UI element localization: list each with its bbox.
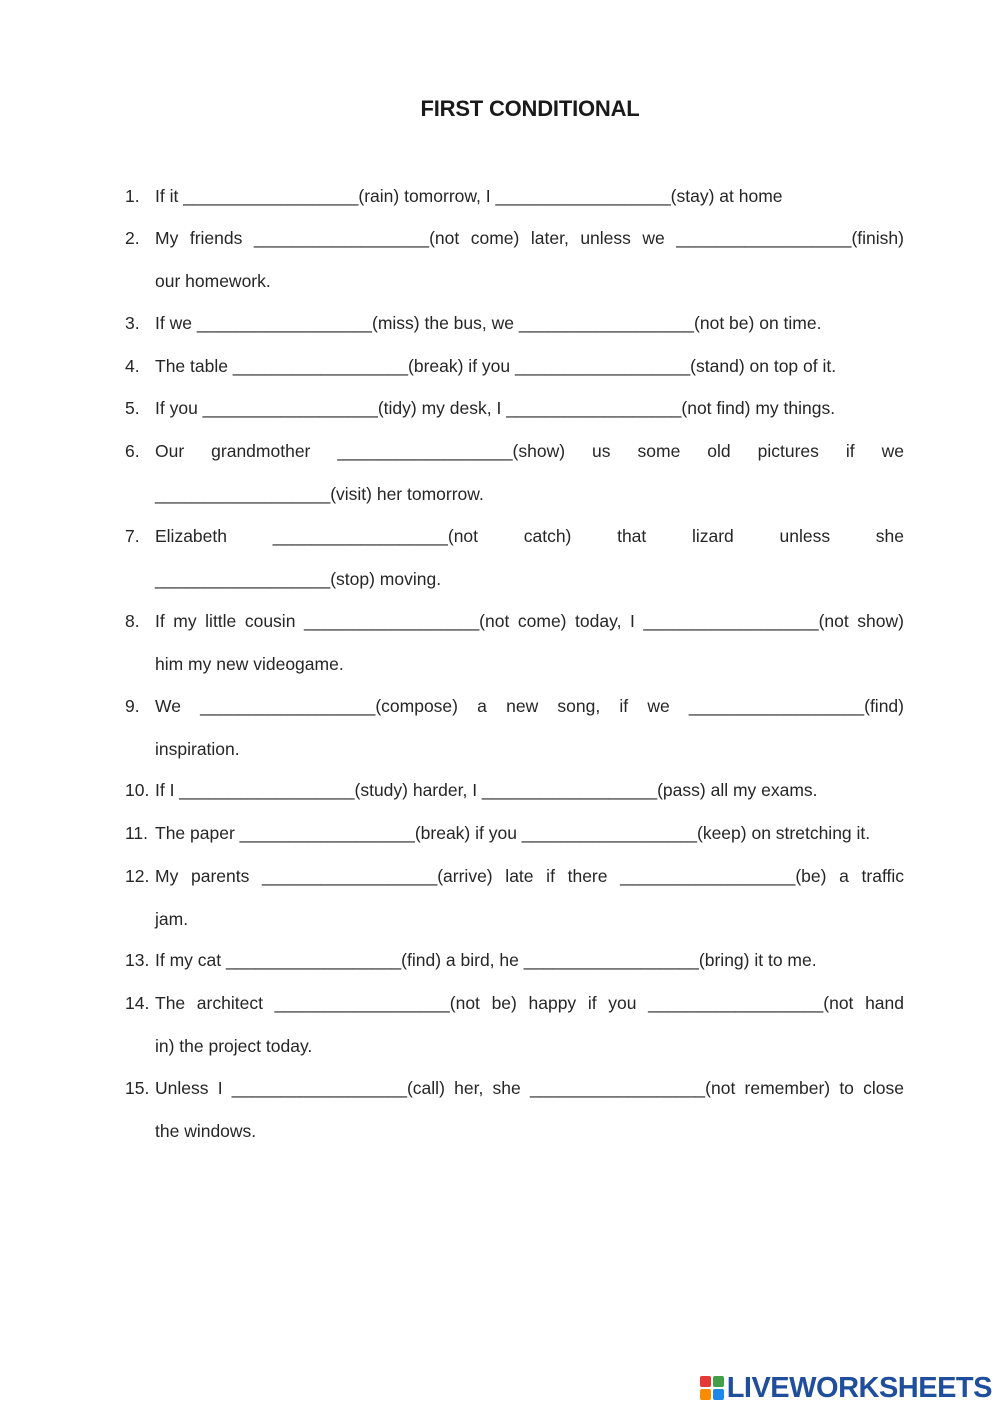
question-number: 8. (125, 611, 140, 631)
question-text-line: The architect __________________(not be) happy if you __________________(not hand (155, 993, 904, 1013)
question-text-line: My parents __________________(arrive) late if there __________________(be) a traffic (155, 866, 904, 886)
question-number: 11. (125, 823, 149, 843)
question-text-line: Unless I __________________(call) her, she __________________(not remember) to close (155, 1078, 904, 1098)
question-number: 9. (125, 696, 140, 716)
question-number: 14. (125, 993, 150, 1013)
question-number: 6. (125, 441, 140, 461)
worksheet-title: FIRST CONDITIONAL (420, 96, 640, 121)
question-text-line: We __________________(compose) a new song, if we __________________(find) (155, 696, 904, 716)
question-text-line: The paper __________________(break) if you __________________(keep) on stretching it. (155, 823, 871, 843)
question-number: 5. (125, 398, 140, 418)
question-text-line: the windows. (155, 1120, 257, 1141)
question-text-line: jam. (155, 908, 189, 929)
liveworksheets-logo (700, 1373, 992, 1403)
question-number: 13. (125, 950, 150, 970)
question-text-line: our homework. (155, 270, 271, 291)
question-text-line: If we __________________(miss) the bus, we __________________(not be) on time. (155, 313, 822, 333)
question-text-line: If it __________________(rain) tomorrow, I __________________(stay) at home (155, 186, 783, 206)
question-text-line: If my cat __________________(find) a bird, he __________________(bring) it to me. (155, 950, 817, 970)
logo-wordmark: LIVEWORKSHEETS (726, 1371, 992, 1404)
question-text-line: him my new videogame. (155, 653, 344, 674)
question-text-line: My friends __________________(not come) later, unless we __________________(finish) (155, 228, 904, 248)
question-text-line: If you __________________(tidy) my desk, I __________________(not find) my things. (155, 398, 836, 418)
question-number: 10. (125, 780, 150, 800)
question-text-line: inspiration. (155, 738, 240, 759)
question-text-line: Elizabeth __________________(not catch) that lizard unless she (155, 526, 904, 546)
question-text-line: in) the project today. (155, 1035, 313, 1056)
question-number: 7. (125, 526, 140, 546)
question-number: 15. (125, 1078, 150, 1098)
question-number: 1. (125, 186, 140, 206)
question-text-line: __________________(stop) moving. (155, 568, 442, 589)
question-text-line: Our grandmother __________________(show) us some old pictures if we (155, 441, 904, 461)
question-number: 3. (125, 313, 140, 333)
question-number: 2. (125, 228, 140, 248)
question-number: 12. (125, 866, 150, 886)
question-number: 4. (125, 356, 140, 376)
question-text-line: __________________(visit) her tomorrow. (155, 483, 484, 504)
question-text-line: If I __________________(study) harder, I __________________(pass) all my exams. (155, 780, 818, 800)
question-text-line: The table __________________(break) if you __________________(stand) on top of it. (155, 356, 837, 376)
logo-blocks-icon (700, 1376, 724, 1400)
question-text-line: If my little cousin __________________(not come) today, I __________________(not show) (155, 611, 904, 631)
